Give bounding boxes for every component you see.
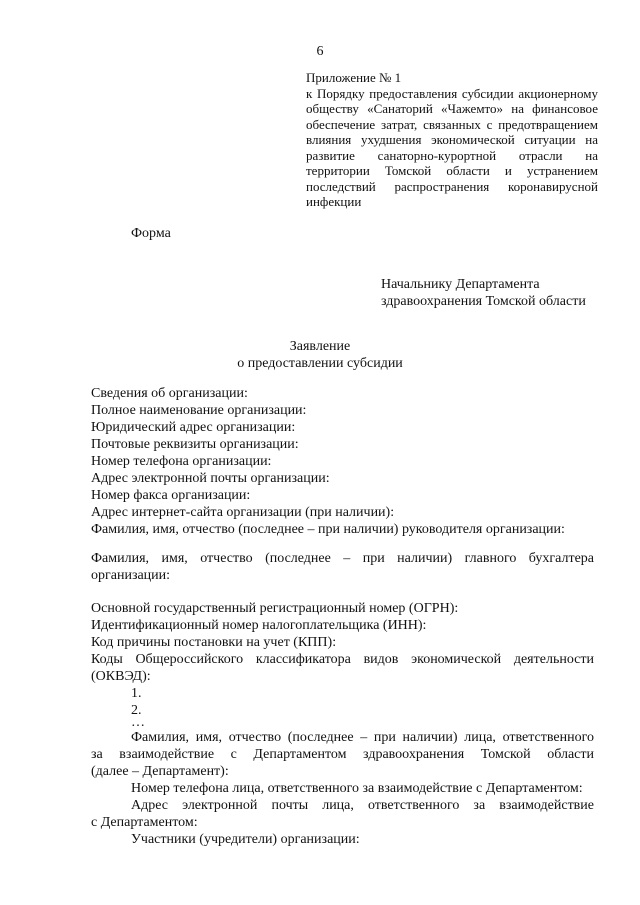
field-responsible-line-3: (далее – Департамент): [91,764,229,779]
appendix-title: Приложение № 1 [306,70,402,85]
field-kpp: Код причины постановки на учет (КПП): [91,635,337,650]
field-responsible-email-line-1: Адрес электронной почты лица, ответственного за взаимодействие [131,798,594,813]
field-inn: Идентификационный номер налогоплательщика (ИНН): [91,618,427,633]
field-responsible-line-1: Фамилия, имя, отчество (последнее – при наличии) лица, ответственного [131,730,594,745]
field-phone: Номер телефона организации: [91,454,272,469]
addressee [381,276,621,310]
field-accountant-line-2: организации: [91,568,171,583]
field-full-name: Полное наименование организации: [91,403,307,418]
statement-heading: Заявление [289,339,351,354]
field-head-name: Фамилия, имя, отчество (последнее – при наличии) руководителя организации: [91,522,565,537]
field-okved-line-1: Коды Общероссийского классификатора видов экономической деятельности [91,652,594,667]
statement-subheading: о предоставлении субсидии [237,356,403,371]
statement-title [0,338,640,372]
okved-item-1: 1. [131,686,142,701]
field-fax: Номер факса организации: [91,488,251,503]
field-responsible-line-2: за взаимодействие с Департаментом здравоохранения Томской области [91,747,594,762]
field-responsible-phone: Номер телефона лица, ответственного за взаимодействие с Департаментом: [131,781,583,796]
appendix-body: к Порядку предоставления субсидии акционерному обществу «Санаторий «Чажемто» на финансовое обеспечение затрат, связанных с предотвращением влияния ухудшения экономической ситуации на развитие санаторно-курортной отрасли на территории Томской области и устранением последствий распространения коронавирусной инфекции [306,85,598,209]
page-number: 6 [316,44,324,59]
okved-item-2: 2. [131,703,142,718]
field-founders: Участники (учредители) организации: [131,832,360,847]
field-postal: Почтовые реквизиты организации: [91,437,299,452]
appendix-header [306,70,598,210]
field-ogrn: Основной государственный регистрационный номер (ОГРН): [91,601,459,616]
field-website: Адрес интернет-сайта организации (при наличии): [91,505,395,520]
form-label: Форма [131,226,171,241]
field-org-info: Сведения об организации: [91,386,248,401]
addressee-line-2: здравоохранения Томской области [381,294,586,309]
field-responsible-email-line-2: с Департаментом: [91,815,198,830]
field-okved-line-2: (ОКВЭД): [91,669,151,684]
okved-item-more: … [131,715,145,730]
field-legal-address: Юридический адрес организации: [91,420,296,435]
addressee-line-1: Начальнику Департамента [381,277,540,292]
field-email: Адрес электронной почты организации: [91,471,330,486]
field-accountant-line-1: Фамилия, имя, отчество (последнее – при наличии) главного бухгалтера [91,551,594,566]
